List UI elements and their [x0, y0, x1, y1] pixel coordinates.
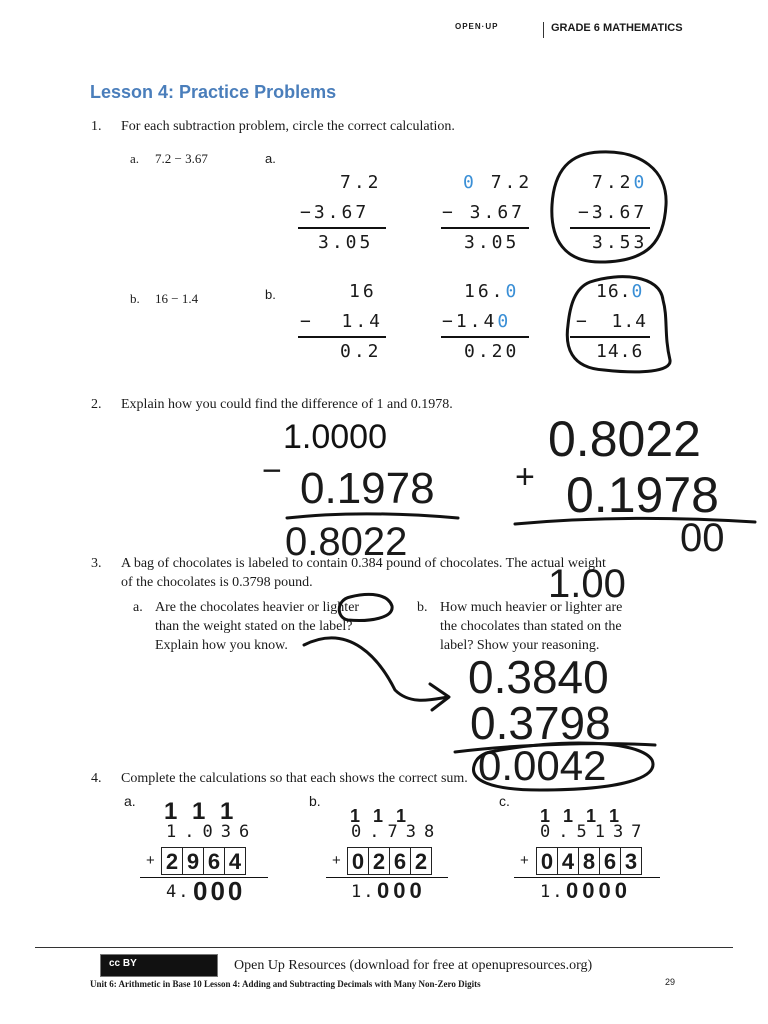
q4a-top: 1.036 [166, 822, 258, 842]
q4a-box[interactable]: 6 [203, 847, 225, 875]
q3a-line2: than the weight stated on the label? [155, 619, 353, 634]
q1-number: 1. [91, 119, 102, 134]
q4a-result-pre: 4. [166, 882, 191, 902]
q1b-opt2-zero: 0 [505, 281, 520, 302]
q3-text-line2: of the chocolates is 0.3798 pound. [121, 575, 313, 590]
arrow-shaft [304, 638, 448, 700]
q1b-label-2: b. [265, 287, 276, 302]
q1a-opt1-result: 3.05 [318, 232, 374, 253]
q1a-opt3-top-value: 7.2 [592, 172, 634, 193]
q4a-box[interactable]: 9 [182, 847, 204, 875]
q4c-result-pre: 1. [540, 882, 565, 902]
q2-left-result: 0.8022 [285, 520, 408, 564]
q3-hand-mid: 0.3798 [470, 697, 611, 749]
q1b-opt1-mid: − 1.4 [300, 311, 384, 332]
q4c-box[interactable]: 4 [557, 847, 579, 875]
q2-number: 2. [91, 397, 102, 412]
q4b-result-hand: 000 [377, 878, 426, 903]
footer-unit-title: Unit 6: Arithmetic in Base 10 Lesson 4: Adding and Subtracting Decimals with Many Non-Zero Digits [90, 979, 481, 989]
page-number: 29 [665, 977, 676, 987]
q2-right-plus: + [515, 458, 535, 496]
q4c-box[interactable]: 6 [599, 847, 621, 875]
q4c-result-hand: 0000 [566, 878, 631, 903]
q1-text: For each subtraction problem, circle the correct calculation. [121, 119, 455, 134]
q1a-label-2: a. [265, 151, 276, 166]
q4b-box[interactable]: 0 [347, 847, 369, 875]
q2-left-top: 1.0000 [283, 418, 387, 456]
q4c-top: 0.5137 [540, 822, 650, 842]
q1b-label: b. [130, 291, 140, 306]
q1b-opt3-mid: − 1.4 [576, 311, 648, 332]
q2-right-result: 00 [680, 516, 725, 560]
q4a-box[interactable]: 4 [224, 847, 246, 875]
grade-title: GRADE 6 MATHEMATICS [551, 22, 683, 34]
q1a-opt3-zero: 0 [633, 172, 648, 193]
q4b-plus: + [332, 852, 341, 869]
circle-q1a-answer [552, 152, 666, 262]
q3a-line3: Explain how you know. [155, 638, 288, 653]
q4-number: 4. [91, 771, 102, 786]
q1b-opt1-result: 0.2 [340, 341, 382, 362]
q3-text-line1: A bag of chocolates is labeled to contain 0.384 pound of chocolates. The actual weight [121, 556, 606, 571]
q2-left-minus: − [262, 452, 282, 490]
q2-left-mid: 0.1978 [300, 464, 435, 513]
q4a-box[interactable]: 2 [161, 847, 183, 875]
q3b-line2: the chocolates than stated on the [440, 619, 622, 634]
q1b-opt2-top-value: 16. [464, 281, 506, 302]
q1b-opt2-mid-zero: 0 [497, 311, 512, 332]
q3-hand-top: 0.3840 [468, 651, 609, 703]
q1a-opt3-mid: −3.67 [578, 202, 648, 223]
q1a-opt2-result: 3.05 [464, 232, 520, 253]
q1a-opt1-top: 7.2 [340, 172, 382, 193]
q4c-box[interactable]: 0 [536, 847, 558, 875]
q4c-plus: + [520, 852, 529, 869]
q4b-box[interactable]: 2 [368, 847, 390, 875]
q1a-opt2-zero: 0 [463, 172, 477, 193]
q2-text: Explain how you could find the difference of 1 and 0.1978. [121, 397, 453, 412]
q1a-opt1-mid: −3.67 [300, 202, 370, 223]
q4c-box[interactable]: 8 [578, 847, 600, 875]
q1b-expression: 16 − 1.4 [155, 291, 199, 306]
q4b-carry: 111 [350, 806, 421, 826]
q3-hand-result: 0.0042 [478, 742, 607, 789]
q2-left-underline [287, 514, 458, 518]
cc-by-license-badge [100, 954, 218, 977]
q1b-opt2-mid-value: −1.4 [442, 311, 498, 332]
q1a-opt2-top-value: 7.2 [490, 172, 533, 193]
q1b-opt3-zero: 0 [631, 281, 644, 302]
circle-q1b-answer [567, 277, 670, 372]
q3b-line3: label? Show your reasoning. [440, 638, 600, 653]
q4b-box[interactable]: 6 [389, 847, 411, 875]
q4b-result-pre: 1. [351, 882, 376, 902]
footer-text: Open Up Resources (download for free at openupresources.org) [234, 958, 593, 973]
q4c-carry: 1111 [540, 806, 634, 826]
q3-hand-check: 1.00 [548, 562, 626, 606]
q3b-label: b. [417, 600, 428, 615]
q1b-opt3-result: 14.6 [596, 341, 644, 362]
license-text: cc BY [109, 958, 137, 969]
q2-right-underline [515, 518, 755, 524]
q4-text: Complete the calculations so that each shows the correct sum. [121, 771, 468, 786]
q1b-opt2-result: 0.20 [464, 341, 520, 362]
circle-lighter [339, 594, 392, 620]
q4b-box[interactable]: 2 [410, 847, 432, 875]
q2-right-mid: 0.1978 [566, 467, 719, 523]
circle-q3-result [474, 743, 654, 790]
q4a-plus: + [146, 852, 155, 869]
q1a-opt2-mid: − 3.67 [442, 202, 526, 223]
q3-number: 3. [91, 556, 102, 571]
q4a-result-hand: 000 [193, 876, 246, 906]
q1a-expression: 7.2 − 3.67 [155, 151, 208, 166]
brand-name: OPEN·UP [455, 22, 499, 31]
q4a-label: a. [124, 793, 136, 809]
q4a-carry: 111 [164, 798, 250, 825]
q4b-top: 0.738 [351, 822, 443, 842]
q4c-label: c. [499, 793, 510, 809]
q1a-label: a. [130, 151, 140, 166]
q1a-opt3-result: 3.53 [592, 232, 648, 253]
footer-divider [35, 947, 733, 948]
q1b-opt3-top-value: 16. [596, 281, 632, 302]
q2-right-top: 0.8022 [548, 411, 701, 467]
q3b-line1: How much heavier or lighter are [440, 600, 623, 615]
q4b-label: b. [309, 793, 321, 809]
lesson-title: Lesson 4: Practice Problems [90, 82, 337, 102]
q4c-box[interactable]: 3 [620, 847, 642, 875]
q1b-opt1-top: 16 [349, 281, 377, 302]
q3a-label: a. [133, 600, 143, 615]
q3a-line1: Are the chocolates heavier or lighter [155, 600, 360, 615]
